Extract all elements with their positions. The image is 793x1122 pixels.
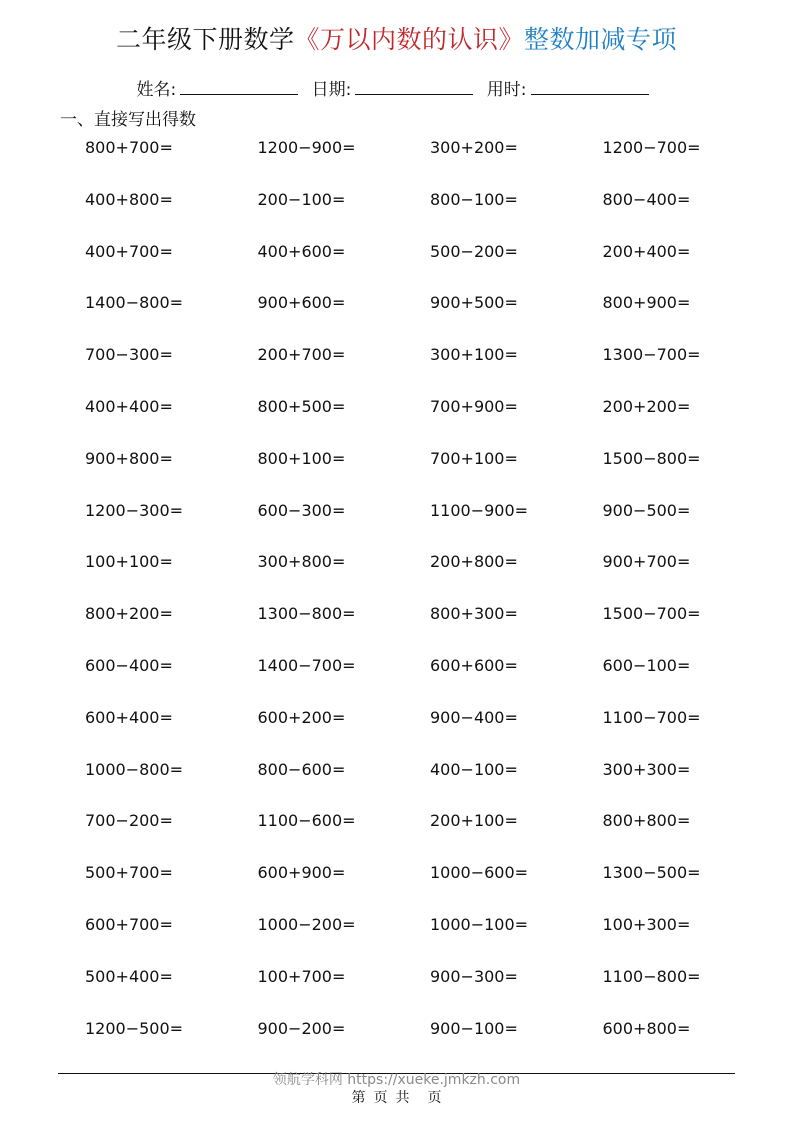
problem-item: 400+800= [85,189,173,209]
problem-item: 800+900= [602,293,691,313]
name-label: 姓名: [136,80,177,100]
problem-item: 700−200= [85,811,173,831]
problem-item: 300+300= [602,759,691,779]
problem-item: 1300−700= [602,345,701,365]
problem-item: 600+900= [257,863,346,883]
problem-item: 1300−800= [257,604,356,624]
problem-item: 600−100= [602,655,691,675]
page-title [0,22,793,58]
problem-item: 200+200= [602,396,691,416]
problem-item: 1400−800= [85,293,184,313]
problem-item: 200+100= [430,811,518,831]
problem-item: 800−100= [430,189,518,209]
title-topic: 整数加减专项 [524,25,678,54]
problem-row [85,862,775,914]
problem-row [85,966,775,1018]
problem-item: 600+400= [85,707,173,727]
problem-item: 100+300= [602,914,691,934]
time-label: 用时: [486,80,527,100]
problem-item: 600−400= [85,655,173,675]
problem-item: 900+500= [430,293,518,313]
problem-item: 800+700= [85,138,173,157]
problem-item: 1100−800= [602,966,701,986]
problem-item: 1200−700= [602,138,701,157]
problem-row [85,810,775,862]
footer-page-number [0,1089,793,1107]
problem-item: 600+700= [85,914,173,934]
problem-item: 1200−500= [85,1018,184,1038]
problem-row [85,396,775,448]
problem-item: 400+700= [85,241,173,261]
problem-item: 800+500= [257,396,346,416]
problem-row [85,655,775,707]
name-blank[interactable] [180,79,298,95]
problem-row [85,1018,775,1070]
problem-item: 900+600= [257,293,346,313]
problem-item: 800+800= [602,811,691,831]
problem-item: 1400−700= [257,655,356,675]
problem-item: 900+700= [602,552,691,572]
section-title: 一、直接写出得数 [60,110,196,130]
problem-item: 200−100= [257,189,346,209]
problem-row [85,551,775,603]
problem-grid [85,137,775,1069]
problem-item: 500+700= [85,863,173,883]
problem-item: 400+600= [257,241,346,261]
problem-item: 200+400= [602,241,691,261]
problem-row [85,189,775,241]
problem-item: 800−400= [602,189,691,209]
footer-site-watermark: 领航学科网 https://xueke.jmkzh.com [272,1072,521,1088]
problem-row [85,344,775,396]
problem-item: 1200−300= [85,500,184,520]
problem-item: 800−600= [257,759,346,779]
problem-item: 600−300= [257,500,346,520]
page-word-ye: 页 [373,1090,388,1106]
problem-item: 700+100= [430,448,518,468]
problem-item: 1000−100= [430,914,529,934]
problem-item: 1100−700= [602,707,701,727]
problem-item: 1000−800= [85,759,184,779]
student-info-row [0,78,793,102]
problem-item: 500−200= [430,241,518,261]
title-unit: 《万以内数的认识》 [294,25,524,54]
problem-item: 800+100= [257,448,346,468]
problem-item: 100+700= [257,966,346,986]
problem-item: 500+400= [85,966,173,986]
problem-item: 300+800= [257,552,346,572]
problem-item: 800+300= [430,604,518,624]
problem-item: 100+100= [85,552,173,572]
problem-item: 1100−900= [430,500,529,520]
problem-item: 900−500= [602,500,691,520]
problem-item: 600+200= [257,707,346,727]
problem-item: 900−400= [430,707,518,727]
problem-row [85,241,775,293]
date-label: 日期: [311,80,352,100]
problem-item: 1500−700= [602,604,701,624]
problem-row [85,707,775,759]
time-blank[interactable] [531,79,649,95]
problem-item: 700+900= [430,396,518,416]
problem-row [85,500,775,552]
page-word-ye-total: 页 [427,1090,442,1106]
problem-item: 1000−600= [430,863,529,883]
problem-item: 200+800= [430,552,518,572]
problem-item: 1200−900= [257,138,356,157]
problem-item: 1500−800= [602,448,701,468]
problem-item: 900−200= [257,1018,346,1038]
problem-item: 200+700= [257,345,346,365]
problem-row [85,448,775,500]
problem-row [85,603,775,655]
problem-row [85,292,775,344]
page-word-gong: 共 [395,1090,410,1106]
problem-row [85,759,775,811]
date-blank[interactable] [355,79,473,95]
problem-item: 300+200= [430,138,518,157]
problem-item: 900+800= [85,448,173,468]
problem-item: 800+200= [85,604,173,624]
problem-row [85,914,775,966]
problem-item: 600+600= [430,655,518,675]
problem-item: 700−300= [85,345,173,365]
problem-item: 400+400= [85,396,173,416]
problem-item: 1300−500= [602,863,701,883]
problem-item: 900−100= [430,1018,518,1038]
page-word-di: 第 [351,1090,366,1106]
title-grade: 二年级下册数学 [115,25,295,54]
problem-item: 300+100= [430,345,518,365]
problem-item: 400−100= [430,759,518,779]
problem-item: 900−300= [430,966,518,986]
problem-item: 1100−600= [257,811,356,831]
problem-item: 600+800= [602,1018,691,1038]
problem-row [85,137,775,189]
problem-item: 1000−200= [257,914,356,934]
